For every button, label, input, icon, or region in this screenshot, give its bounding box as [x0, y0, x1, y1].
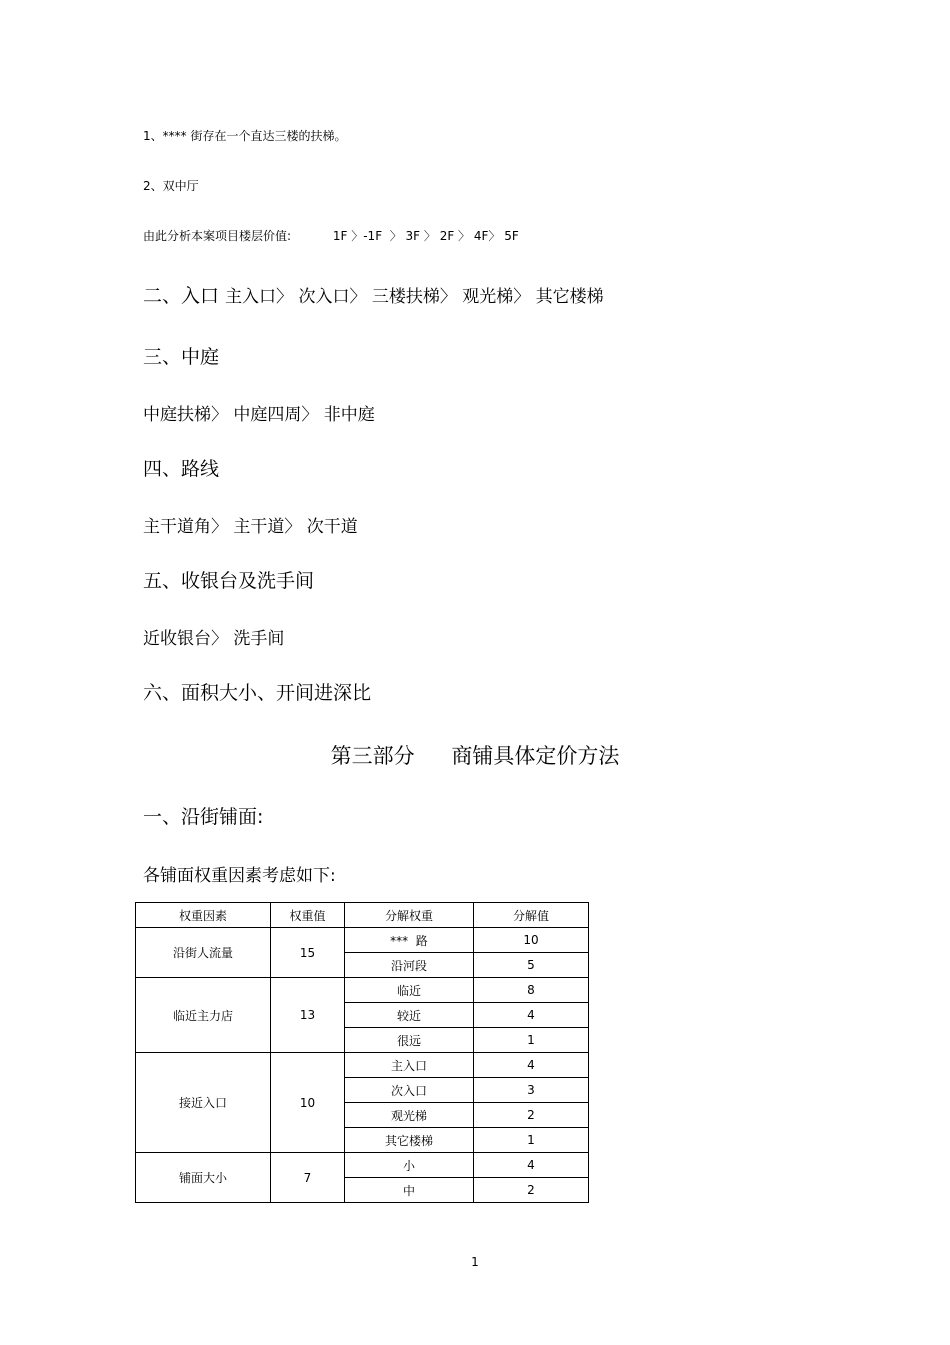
- sub-factor-cell: 沿河段: [345, 953, 474, 978]
- section-route-heading: 四、路线: [143, 458, 220, 480]
- part-three-label: 第三部分: [330, 744, 415, 768]
- section-atrium-body: 中庭扶梯〉 中庭四周〉 非中庭: [143, 405, 375, 425]
- sub-value-cell: 10: [474, 928, 589, 953]
- weight-cell: 10: [271, 1053, 345, 1153]
- sub-factor-cell: 临近: [345, 978, 474, 1003]
- factor-cell: 临近主力店: [136, 978, 271, 1053]
- sub-value-cell: 3: [474, 1078, 589, 1103]
- table-header: 分解权重: [345, 903, 474, 928]
- floor-value-prefix: 由此分析本案项目楼层价值:: [143, 229, 292, 243]
- table-header: 分解值: [474, 903, 589, 928]
- section-entrance-body: 主入口〉 次入口〉 三楼扶梯〉 观光梯〉 其它楼梯: [225, 287, 604, 307]
- section-entrance-heading: 二、入口: [143, 285, 220, 307]
- table-header: 权重值: [271, 903, 345, 928]
- weight-cell: 7: [271, 1153, 345, 1203]
- section-area-heading: 六、面积大小、开间进深比: [143, 682, 372, 704]
- factor-cell: 铺面大小: [136, 1153, 271, 1203]
- sub-value-cell: 4: [474, 1003, 589, 1028]
- sub-factor-cell: 其它楼梯: [345, 1128, 474, 1153]
- street-shops-heading: 一、沿街铺面:: [143, 806, 264, 828]
- sub-factor-cell: *** 路: [345, 928, 474, 953]
- table-row: [136, 978, 589, 1003]
- sub-factor-cell: 很远: [345, 1028, 474, 1053]
- section-cashier-body: 近收银台〉 洗手间: [143, 629, 285, 649]
- part-three-subject: 商铺具体定价方法: [451, 744, 620, 768]
- sub-value-cell: 2: [474, 1103, 589, 1128]
- section-route-body: 主干道角〉 主干道〉 次干道: [143, 517, 358, 537]
- floor-value-order: 1F 〉-1F 〉 3F 〉 2F 〉 4F〉 5F: [332, 229, 519, 243]
- table-header: 权重因素: [136, 903, 271, 928]
- sub-factor-cell: 较近: [345, 1003, 474, 1028]
- sub-value-cell: 1: [474, 1128, 589, 1153]
- sub-value-cell: 5: [474, 953, 589, 978]
- sub-factor-cell: 主入口: [345, 1053, 474, 1078]
- weight-factor-table: [135, 902, 589, 1203]
- table-header-row: [136, 903, 589, 928]
- table-row: [136, 1153, 589, 1178]
- sub-factor-cell: 次入口: [345, 1078, 474, 1103]
- section-entrance: [143, 281, 604, 308]
- line-double-atrium: 2、双中厅: [143, 179, 199, 193]
- sub-value-cell: 2: [474, 1178, 589, 1203]
- section-atrium-heading: 三、中庭: [143, 346, 220, 368]
- table-row: [136, 1053, 589, 1078]
- line-escalator: 1、**** 街存在一个直达三楼的扶梯。: [143, 129, 347, 143]
- sub-factor-cell: 观光梯: [345, 1103, 474, 1128]
- factor-cell: 沿街人流量: [136, 928, 271, 978]
- section-cashier-heading: 五、收银台及洗手间: [143, 570, 315, 592]
- sub-value-cell: 4: [474, 1053, 589, 1078]
- table-row: [136, 928, 589, 953]
- sub-factor-cell: 中: [345, 1178, 474, 1203]
- sub-value-cell: 1: [474, 1028, 589, 1053]
- line-floor-value: [143, 227, 519, 244]
- weight-factors-intro: 各铺面权重因素考虑如下:: [143, 866, 336, 886]
- weight-cell: 13: [271, 978, 345, 1053]
- sub-value-cell: 8: [474, 978, 589, 1003]
- sub-value-cell: 4: [474, 1153, 589, 1178]
- sub-factor-cell: 小: [345, 1153, 474, 1178]
- weight-cell: 15: [271, 928, 345, 978]
- page-number: 1: [471, 1255, 479, 1269]
- factor-cell: 接近入口: [136, 1053, 271, 1153]
- part-three-title: [0, 740, 950, 770]
